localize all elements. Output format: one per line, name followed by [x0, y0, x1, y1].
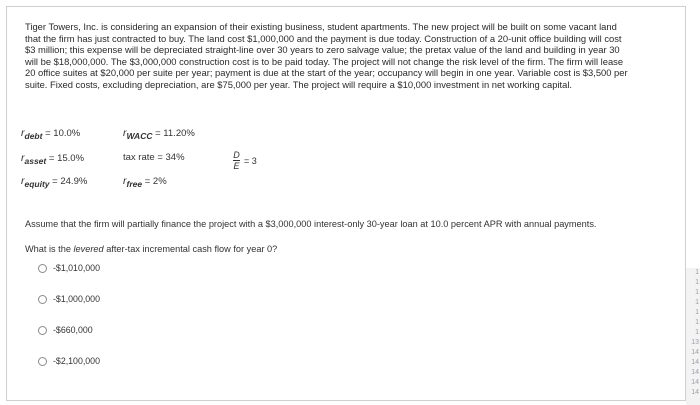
- assumption-text: Assume that the firm will partially finance the project with a $3,000,000 interest-only 30-year loan at 10.0 percent APR with annual payments.: [25, 219, 597, 229]
- r-asset-value: = 15.0%: [48, 153, 85, 164]
- answer-option-3[interactable]: [38, 325, 93, 335]
- answer-label: -$660,000: [53, 325, 93, 335]
- side-number: 1: [695, 329, 699, 336]
- side-number: 1: [695, 309, 699, 316]
- r-free-value: = 2%: [144, 176, 167, 187]
- problem-line: $3 million; this expense will be depreciated straight-line over 30 years to zero salvage value; the pretax value of the land and building in year 30: [25, 44, 620, 56]
- question-text: What is the levered after-tax incremental cash flow for year 0?: [25, 244, 278, 254]
- r-debt: $r_{debt} = 10.0\%$: [21, 127, 81, 141]
- side-number-strip: [686, 268, 700, 405]
- radio-button[interactable]: [38, 264, 47, 273]
- problem-statement: [25, 21, 673, 91]
- side-number: 1: [695, 299, 699, 306]
- side-number: 14: [691, 359, 699, 366]
- r-asset: $r_{asset} = 15.0\%$: [21, 152, 85, 166]
- side-number: 14: [691, 369, 699, 376]
- question-emphasis: levered: [73, 244, 104, 254]
- r-equity: $r_{equity} = 24.9\%$: [21, 175, 88, 189]
- answer-label: -$2,100,000: [53, 356, 100, 366]
- ratio-value: = 3: [244, 155, 257, 166]
- problem-line: Tiger Towers, Inc. is considering an expansion of their existing business, student apartments. The new project will be built on some vacant land: [25, 21, 617, 32]
- debt-equity-ratio: [233, 151, 257, 170]
- side-number: 14: [691, 379, 699, 386]
- answer-label: -$1,010,000: [53, 263, 100, 273]
- radio-button[interactable]: [38, 326, 47, 335]
- answer-option-1[interactable]: [38, 263, 100, 273]
- r-free: $r_{free} = 2\%$: [123, 175, 167, 189]
- r-debt-value: = 10.0%: [45, 128, 81, 139]
- answer-label: -$1,000,000: [53, 294, 100, 304]
- side-number: 14: [691, 389, 699, 396]
- side-number: 1: [695, 289, 699, 296]
- radio-button[interactable]: [38, 295, 47, 304]
- r-equity-value: = 24.9%: [52, 176, 88, 187]
- problem-line: will be $18,000,000. The $3,000,000 construction cost is to be paid today. The project will not change the risk level of the firm. The firm will lease: [25, 55, 624, 67]
- question-card: [6, 6, 686, 401]
- r-wacc-value: = 11.20%: [155, 128, 195, 139]
- tax-rate: tax rate = 34%: [123, 152, 185, 163]
- problem-line: that the firm has just contracted to buy. The land cost $1,000,000 and the payment is due today. Construction of a 20-unit office building will cost: [25, 32, 622, 44]
- ratio-numerator: D: [233, 150, 240, 160]
- side-number: 1: [695, 279, 699, 286]
- side-number: 13: [691, 339, 699, 346]
- side-number: 14: [691, 349, 699, 356]
- side-number: 1: [695, 319, 699, 326]
- ratio-denominator: E: [233, 161, 240, 171]
- problem-line: 20 office suites at $20,000 per suite per year; payment is due at the start of the year; occupancy will begin in one year. Variable cost is $3,500 per: [25, 67, 628, 79]
- r-wacc: $r_{WACC} = 11.20\%$: [123, 127, 195, 141]
- answer-option-2[interactable]: [38, 294, 100, 304]
- radio-button[interactable]: [38, 357, 47, 366]
- answer-option-4[interactable]: [38, 356, 100, 366]
- side-number: 1: [695, 269, 699, 276]
- problem-line: suite. Fixed costs, excluding depreciation, are $75,000 per year. The project will require a $10,000 investment in net working capital.: [25, 78, 573, 90]
